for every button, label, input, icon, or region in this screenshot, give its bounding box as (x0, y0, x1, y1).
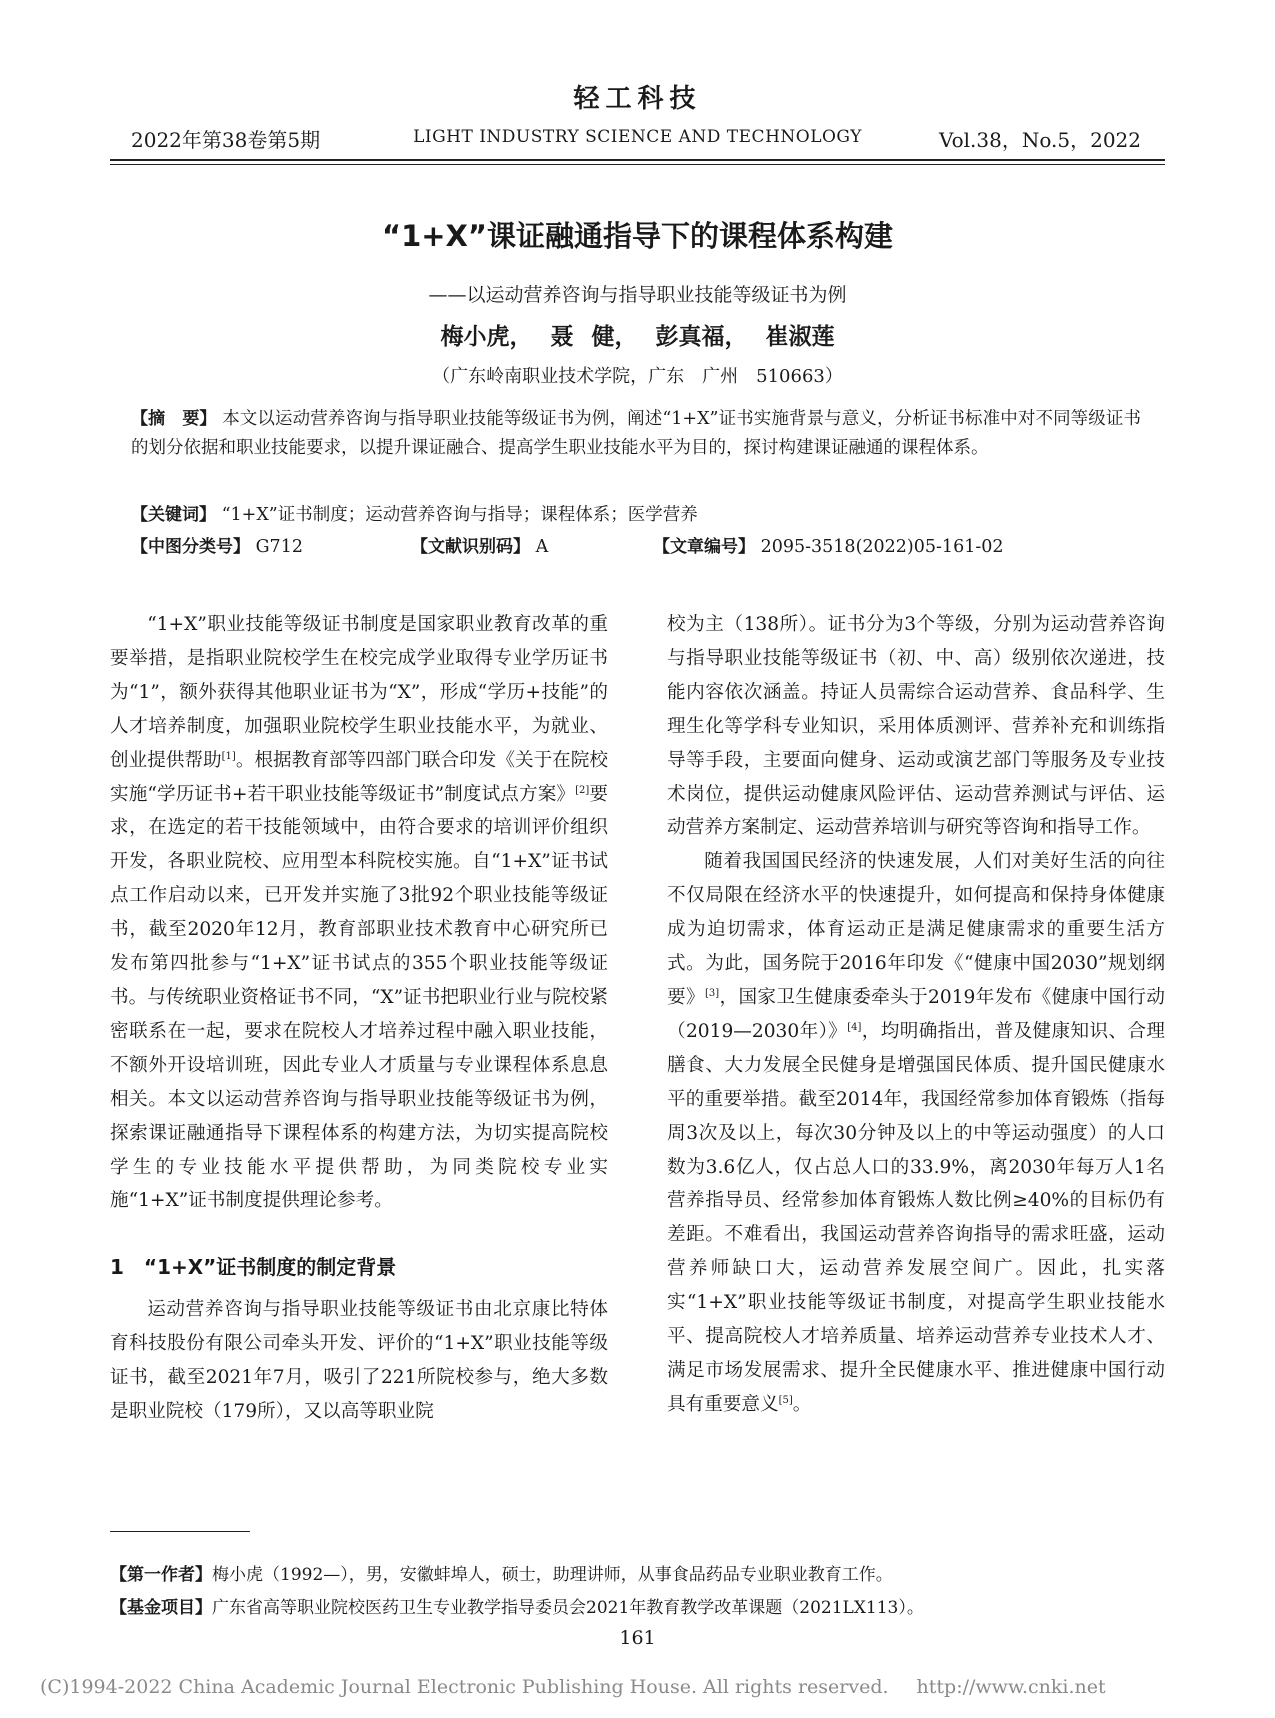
article-subtitle: ——以运动营养咨询与指导职业技能等级证书为例 (428, 284, 847, 306)
body-paragraph: 运动营养咨询与指导职业技能等级证书由北京康比特体育科技股份有限公司牵头开发、评价的“1+X”职业技能等级证书，截至2021年7月，吸引了221所院校参与，绝大多数是职业院校（179所），又以高等职业院 (110, 1299, 608, 1422)
abstract-label: 【摘 要】 (131, 409, 217, 429)
keywords-label: 【关键词】 (131, 505, 216, 525)
footnote-author: 【第一作者】梅小虎（1992—），男，安徽蚌埠人，硕士，助理讲师，从事食品药品专业职业教育工作。 (110, 1565, 893, 1585)
citation-ref[interactable]: [3] (704, 987, 720, 999)
article-title: “1+X”课证融通指导下的课程体系构建 (382, 219, 893, 253)
article-number-label: 【文章编号】 (653, 537, 755, 557)
abstract-text: 本文以运动营养咨询与指导职业技能等级证书为例，阐述“1+X”证书实施背景与意义，分析证书标准中对不同等级证书的划分依据和职业技能要求，以提升课证融合、提高学生职业技能水平为目的，探讨构建课证融通的课程体系。 (131, 409, 1141, 458)
doc-code (411, 532, 548, 557)
article-number-value: 2095-3518(2022)05-161-02 (760, 537, 1004, 557)
keywords (131, 500, 1141, 526)
doc-code-label: 【文献识别码】 (411, 537, 530, 557)
clc-value: G712 (255, 537, 303, 557)
body-right-column (667, 608, 1165, 1422)
body-paragraph: 校为主（138所）。证书分为3个等级，分别为运动营养咨询与指导职业技能等级证书（初、中、高）级别依次递进，技能内容依次涵盖。持证人员需综合运动营养、食品科学、生理生化等学科专业知识，采用体质测评、营养补充和训练指导等手段，主要面向健身、运动或演艺部门等服务及专业技术岗位，提供运动健康风险评估、运动营养测试与评估、运动营养方案制定、运动营养培训与研究等咨询和指导工作。 (667, 614, 1165, 839)
issue-info: 2022年第38卷第5期 (131, 128, 321, 152)
citation-ref[interactable]: [1] (221, 750, 236, 762)
footnote-rule (110, 1531, 250, 1532)
citation-ref[interactable]: [4] (847, 1021, 862, 1033)
volume-info: Vol.38，No.5，2022 (938, 128, 1141, 152)
clc-label: 【中图分类号】 (131, 537, 250, 557)
footnote-fund: 【基金项目】广东省高等职业院校医药卫生专业教学指导委员会2021年教育教学改革课题（2021LX113）。 (110, 1598, 924, 1618)
header-rule-thin (110, 164, 1165, 165)
journal-title: 轻工科技 (573, 84, 702, 114)
header-rule (110, 159, 1165, 161)
affiliation: （广东岭南职业技术学院，广东 广州 510663） (432, 366, 843, 387)
abstract (131, 405, 1141, 463)
journal-english-name: LIGHT INDUSTRY SCIENCE AND TECHNOLOGY (413, 127, 862, 147)
page-number: 161 (619, 1627, 656, 1649)
doc-code-value: A (535, 537, 549, 557)
keywords-text: “1+X”证书制度；运动营养咨询与指导；课程体系；医学营养 (221, 505, 698, 525)
section-heading: 1 “1+X”证书制度的制定背景 (110, 1255, 397, 1280)
clc-number (131, 532, 303, 557)
body-paragraph: “1+X”职业技能等级证书制度是国家职业教育改革的重要举措，是指职业院校学生在校完成学业取得专业学历证书为“1”，额外获得其他职业证书为“X”，形成“学历+技能”的人才培养制度，加强职业院校学生职业技能水平，为就业、创业提供帮助[1]。根据教育部等四部门联合印发《关于在院校实施“学历证书+若干职业技能等级证书”制度试点方案》[2]要求，在选定的若干技能领域中，由符合要求的培训评价组织开发，各职业院校、应用型本科院校实施。自“1+X”证书试点工作启动以来，已开发并实施了3批92个职业技能等级证书，截至2020年12月，教育部职业技术教育中心研究所已发布第四批参与“1+X”证书试点的355个职业技能等级证书。与传统职业资格证书不同，“X”证书把职业行业与院校紧密联系在一起，要求在院校人才培养过程中融入职业技能，不额外开设培训班，因此专业人才质量与专业课程体系息息相关。本文以运动营养咨询与指导职业技能等级证书为例，探索课证融通指导下课程体系的构建方法，为切实提高院校学生的专业技能水平提供帮助，为同类院校专业实施“1+X”证书制度提供理论参考。 (110, 614, 608, 1212)
authors: 梅小虎， 聂 健， 彭真福， 崔淑莲 (440, 323, 835, 350)
cnki-link[interactable]: http://www.cnki.net (916, 1676, 1106, 1698)
citation-ref[interactable]: [5] (778, 1394, 793, 1406)
citation-ref[interactable]: [2] (575, 784, 590, 796)
article-number (653, 532, 1004, 557)
body-paragraph: 随着我国国民经济的快速发展，人们对美好生活的向往不仅局限在经济水平的快速提升，如何提高和保持身体健康成为迫切需求，体育运动正是满足健康需求的重要生活方式。为此，国务院于2016年印发《“健康中国2030”规划纲要》[3]，国家卫生健康委牵头于2019年发布《健康中国行动（2019—2030年）》[4]，均明确指出，普及健康知识、合理膳食、大力发展全民健身是增强国民体质、提升国民健康水平的重要举措。截至2014年，我国经常参加体育锻炼（指每周3次及以上，每次30分钟及以上的中等运动强度）的人口数为3.6亿人，仅占总人口的33.9%，离2030年每万人1名营养指导员、经常参加体育锻炼人数比例≥40%的目标仍有差距。不难看出，我国运动营养咨询指导的需求旺盛，运动营养师缺口大，运动营养发展空间广。因此，扎实落实“1+X”职业技能等级证书制度，对提高学生职业技能水平、提高院校人才培养质量、培养运动营养专业技术人才、满足市场发展需求、提升全民健康水平、推进健康中国行动具有重要意义[5]。 (667, 851, 1165, 1415)
copyright-line: (C)1994-2022 China Academic Journal Electronic Publishing House. All rights reserved. http://www.cnki.net (40, 1676, 1106, 1698)
body-left-column (110, 608, 608, 1429)
